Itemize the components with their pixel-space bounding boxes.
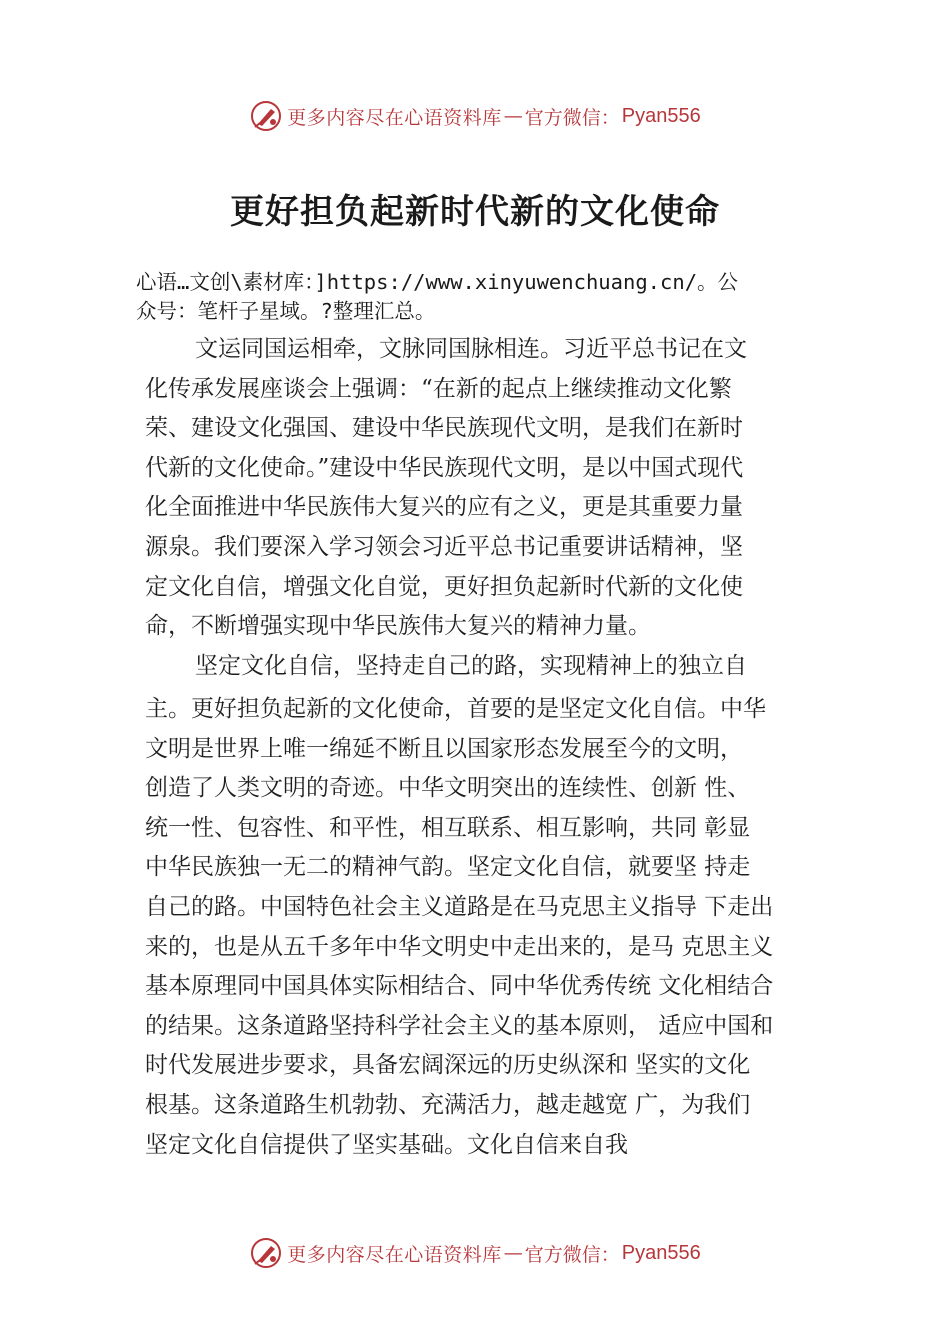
source-note (136, 268, 836, 326)
banner-wechat-label: 官方微信： (524, 1243, 620, 1266)
text-line: 来的，也是从五千多年中华文明史中走出来的，是马 克思主义 (145, 933, 774, 960)
banner-wechat-label: 官方微信： (524, 106, 620, 129)
banner-dash: — (503, 1242, 523, 1264)
text-line: 化全面推进中华民族伟大复兴的应有之义，更是其重要力量 (145, 494, 743, 521)
text-line: 文运同国运相牵，文脉同国脉相连。习近平总书记在文 (195, 336, 747, 362)
banner-wechat-id: Pyan556 (621, 104, 701, 127)
text-line: 坚定文化自信，坚持走自己的路，实现精神上的独立自 (195, 653, 747, 679)
source-line: 众号：笔杆子星域。?整理汇总。 (136, 299, 436, 323)
paragraph-1 (145, 330, 845, 647)
pen-logo-icon (249, 99, 283, 133)
text-line: 定文化自信，增强文化自觉，更好担负起新时代新的文化使 (145, 573, 743, 600)
text-line: 文明是世界上唯一绵延不断且以国家形态发展至今的文明， (145, 735, 743, 762)
text-line: 坚定文化自信提供了坚实基础。文化自信来自我 (145, 1131, 628, 1158)
text-line: 统一性、包容性、和平性，相互联系、相互影响，共同 彰显 (145, 814, 751, 841)
text-line: 主。更好担负起新的文化使命，首要的是坚定文化自信。中华 (145, 696, 766, 722)
header-banner (0, 96, 950, 136)
text-line: 根基。这条道路生机勃勃、充满活力，越走越宽 广，为我们 (145, 1091, 751, 1118)
paragraph-2 (145, 690, 845, 1165)
text-line: 荣、建设文化强国、建设中华民族现代文明，是我们在新时 (145, 415, 743, 442)
source-line: 心语…文创\素材库：]https://www.xinyuwenchuang.cn/。公 (136, 270, 739, 294)
page-title: 更好担负起新时代新的文化使命 (230, 192, 720, 232)
text-line: 源泉。我们要深入学习领会习近平总书记重要讲话精神，坚 (145, 533, 743, 560)
text-line: 时代发展进步要求，具备宏阔深远的历史纵深和 坚实的文化 (145, 1052, 751, 1079)
text-line: 创造了人类文明的奇迹。中华文明突出的连续性、创新 性、 (145, 775, 751, 802)
banner-dash: — (503, 105, 523, 127)
text-line: 的结果。这条道路坚持科学社会主义的基本原则， 适应中国和 (145, 1012, 774, 1039)
footer-banner (0, 1233, 950, 1273)
text-line: 代新的文化使命。”建设中华民族现代文明，是以中国式现代 (145, 454, 744, 481)
paragraph-2-first (145, 647, 845, 687)
banner-text: 更多内容尽在心语资料库 (287, 106, 502, 129)
pen-logo-icon (249, 1236, 283, 1270)
text-line: 中华民族独一无二的精神气韵。坚定文化自信，就要坚 持走 (145, 854, 751, 881)
text-line: 化传承发展座谈会上强调：“在新的起点上继续推动文化繁 (145, 375, 732, 402)
banner-text: 更多内容尽在心语资料库 (287, 1243, 502, 1266)
banner-wechat-id: Pyan556 (621, 1241, 701, 1264)
text-line: 命，不断增强实现中华民族伟大复兴的精神力量。 (145, 613, 651, 640)
text-line: 自己的路。中国特色社会主义道路是在马克思主义指导 下走出 (145, 893, 774, 920)
text-line: 基本原理同中国具体实际相结合、同中华优秀传统 文化相结合 (145, 973, 774, 1000)
